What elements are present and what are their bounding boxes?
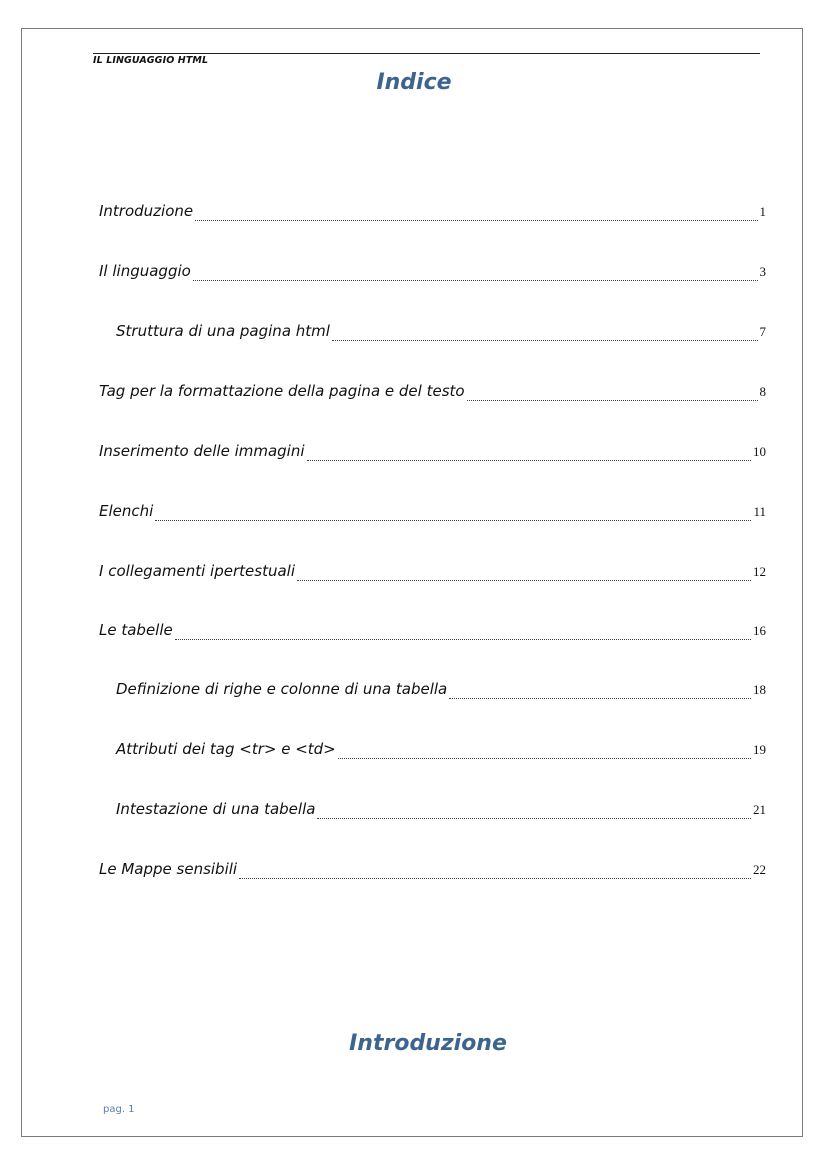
toc-entry-label: I collegamenti ipertestuali <box>99 562 295 580</box>
toc-leader-dots <box>449 698 751 699</box>
toc-entry-page: 12 <box>753 564 766 579</box>
toc-entry-label: Attributi dei tag <tr> e <td> <box>116 740 336 758</box>
running-header: IL LINGUAGGIO HTML <box>93 55 209 66</box>
toc-entry-label: Elenchi <box>99 502 154 520</box>
toc-entry[interactable] <box>99 860 766 882</box>
toc-entry-page: 16 <box>753 623 766 638</box>
toc-entry-label: Inserimento delle immagini <box>99 442 305 460</box>
toc-entry[interactable] <box>99 502 766 524</box>
toc-entry-page: 1 <box>759 204 766 219</box>
toc-leader-dots <box>317 818 751 819</box>
toc-entry-label: Definizione di righe e colonne di una tabella <box>116 680 448 698</box>
toc-entry-label: Tag per la formattazione della pagina e del testo <box>99 382 465 400</box>
toc-entry[interactable] <box>116 680 766 702</box>
toc-leader-dots <box>193 280 758 281</box>
footer-page-number: pag. 1 <box>103 1104 135 1115</box>
toc-entry[interactable] <box>99 262 766 284</box>
toc-entry[interactable] <box>99 621 766 643</box>
toc-entry[interactable] <box>116 740 766 762</box>
toc-entry-page: 21 <box>753 802 766 817</box>
toc-entry-page: 7 <box>759 324 766 339</box>
toc-leader-dots <box>297 580 751 581</box>
toc-entry-label: Le tabelle <box>99 621 173 639</box>
toc-title: Indice <box>376 70 452 95</box>
toc-leader-dots <box>155 520 751 521</box>
toc-entry-label: Il linguaggio <box>99 262 191 280</box>
toc-entry-label: Le Mappe sensibili <box>99 860 238 878</box>
toc-entry[interactable] <box>116 322 766 344</box>
toc-entry-page: 19 <box>753 742 766 757</box>
toc-entry-page: 18 <box>753 682 766 697</box>
toc-entry[interactable] <box>116 800 766 822</box>
toc-entry-label: Introduzione <box>99 202 194 220</box>
toc-entry-page: 22 <box>753 862 766 877</box>
toc-leader-dots <box>239 878 751 879</box>
toc-entry-label: Intestazione di una tabella <box>116 800 316 818</box>
toc-entry[interactable] <box>99 382 766 404</box>
toc-entry-label: Struttura di una pagina html <box>116 322 330 340</box>
toc-leader-dots <box>195 220 757 221</box>
toc-entry-page: 10 <box>753 444 766 459</box>
toc-entry-page: 3 <box>759 264 766 279</box>
toc-entry-page: 11 <box>753 504 766 519</box>
toc-leader-dots <box>175 639 751 640</box>
toc-leader-dots <box>338 758 751 759</box>
header-rule <box>93 53 760 54</box>
section-title: Introduzione <box>349 1031 507 1056</box>
toc-entry[interactable] <box>99 202 766 224</box>
toc-entry[interactable] <box>99 562 766 584</box>
toc-entry-page: 8 <box>759 384 766 399</box>
toc-leader-dots <box>332 340 758 341</box>
toc-entry[interactable] <box>99 442 766 464</box>
toc-leader-dots <box>467 400 758 401</box>
toc-leader-dots <box>307 460 751 461</box>
